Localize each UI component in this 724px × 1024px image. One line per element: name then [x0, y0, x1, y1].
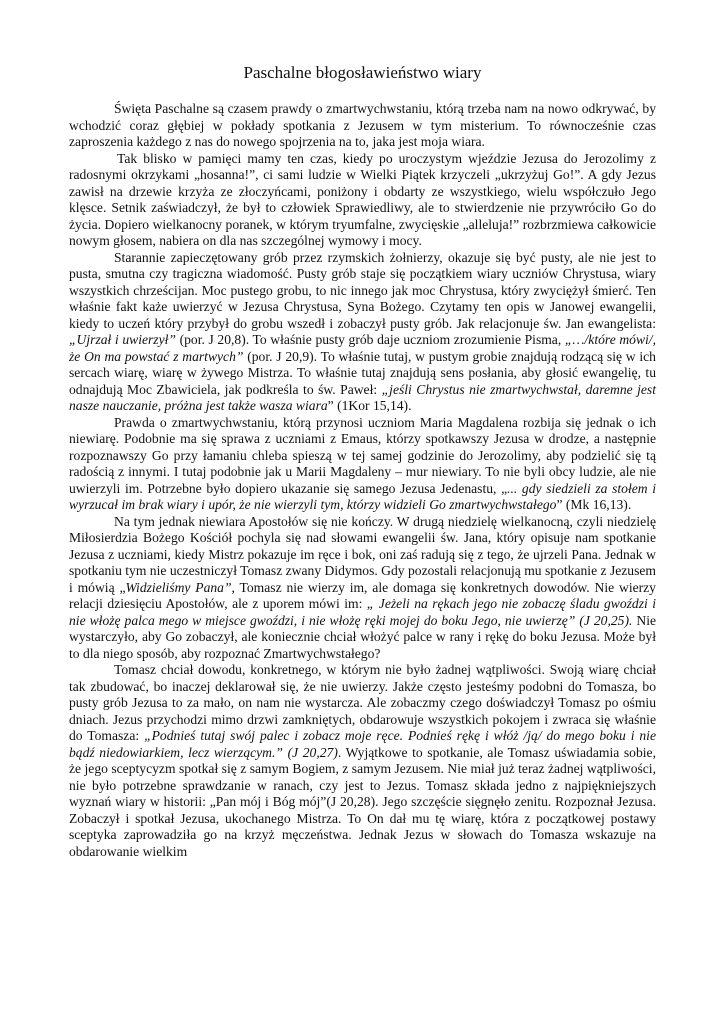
italic-quote: „Ujrzał i uwierzył” [69, 332, 176, 347]
text-run: Na tym jednak niewiara Apostołów się nie kończy. W drugą niedzielę wielkanocną, czyli niedzielę Miłosierdzia Bożego Kościół pochyla się nad słowami ewangelii św. Jana, który opisuje nam spotkanie Jezusa z uczniami, kiedy Mistrz pokazuje im ręce i bok, oni zaś radują się z tego, że ujrzeli Pana. Jednak w spotkaniu tym nie uczestniczył Tomasz zwany Didymos. Gdy pozostali relacjonują mu spotkanie z Jezusem i mówią „ [69, 513, 656, 595]
italic-quote: „…/które mówi/, że On ma powstać z martwych” [69, 332, 656, 364]
text-run: ” (1Kor 15,14). [327, 398, 412, 413]
text-run: Święta Paschalne są czasem prawdy o zmartwychwstaniu, którą trzeba nam na nowo odkrywać, by wchodzić coraz głębiej w pokłady spotkania z Jezusem w tym misterium. To równocześnie czas zaproszenia każdego z nas do nowego spojrzenia na to, jaka jest moja wiara. [69, 101, 656, 149]
italic-quote: „ Jeżeli na rękach jego nie zobaczę śladu gwoździ i nie włożę palca mego w miejsce gwoździ, i nie włożę ręki mojej do boku Jego, nie uwierzę” (J 20,25). [69, 596, 656, 628]
text-run: Tak blisko w pamięci mamy ten czas, kiedy po uroczystym wjeździe Jezusa do Jerozolimy z radosnymi okrzykami „hosanna!”, ci sami ludzie w Wielki Piątek krzyczeli „ukrzyżuj Go!”. A gdy Jezus zawisł na drzewie krzyża ze złoczyńcami, poniżony i obdarty ze wszystkiego, wielu współczuło Jego klęsce. Setnik zaświadczył, że był to człowiek Sprawiedliwy, ale to stwierdzenie nie przywróciło Go do życia. Dopiero wielkanocny poranek, w którym tryumfalne, zwycięskie „alleluja!” rozbrzmiewa całkowicie nowym głosem, nabiera on dla nas szczególnej wymowy i mocy. [69, 150, 656, 248]
text-run: , Tomasz nie wierzy im, ale domaga się konkretnych dowodów. Nie wierzy relacji dziesięciu Apostołów, ale z uporem mówi im: [69, 579, 656, 611]
italic-quote: Widzieliśmy Pana” [125, 579, 232, 595]
paragraph-6 [69, 662, 656, 860]
text-run: ” (Mk 16,13). [556, 497, 632, 512]
document-title: Paschalne błogosławieństwo wiary [243, 63, 482, 82]
text-run: (por. J 20,9). To właśnie tutaj, w pustym grobie znajdują rodzącą się w ich sercach wiarę, wiarę w żywego Mistrza. To właśnie tutaj znajdują sens posłania, aby głosić ewangelię, tu odnajdują Moc Zbawiciela, jak podkreśla to św. Paweł: [69, 348, 656, 397]
text-run: Nie wystarczyło, aby Go zobaczył, ale koniecznie chciał włożyć palce w rany i rękę do boku Jezusa. Może był to dla niego sposób, aby rozpoznać Zmartwychwstałego? [69, 612, 657, 661]
paragraph-1 [69, 101, 656, 151]
text-run: Starannie zapieczętowany grób przez rzymskich żołnierzy, okazuje się być pusty, ale nie jest to pusta, smutna czy tragiczna wiadomość. Pusty grób staje się początkiem wiary uczniów Chrystusa, wiary wszystkich chrześcijan. Moc pustego grobu, to nic innego jak moc Chrystusa, który zwyciężył śmierć. Ten właśnie fakt każe uwierzyć w Jezusa Chrystusa, Syna Bożego. Czytamy ten opis w Janowej ewangelii, kiedy to uczeń który przybył do grobu wszedł i zobaczył pusty grób. Jak relacjonuje św. Jan ewangelista: [69, 249, 656, 331]
text-run: Prawda o zmartwychwstaniu, którą przynosi uczniom Maria Magdalena rozbija się jednak o ich niewiarę. Podobnie ma się sprawa z uczniami z Emaus, którzy spotkawszy Jezusa w drodze, a następnie rozpoznawszy Go przy łamaniu chleba spieszą w tej samej godzinie do Jerozolimy, aby podzielić się tą radością z innymi. I tutaj podobnie jak u Marii Magdaleny – mur niewiary. To nie byli obcy ludzie, ale nie uwierzyli im. Potrzebne było dopiero ukazanie się samego Jezusa Jedenastu, „ [69, 414, 656, 496]
italic-quote: „jeśli Chrystus nie zmartwychwstał, daremne jest nasze nauczanie, próżna jest także wasza wiara [69, 381, 656, 413]
paragraph-3 [69, 250, 656, 415]
italic-quote: „Podnieś tutaj swój palec i zobacz moje ręce. Podnieś rękę i włóż /ją/ do mego boku i nie bądź niedowiarkiem, lecz wierzącym.” (J 20,27) [69, 728, 656, 760]
text-run: (por. J 20,8). To właśnie pusty grób daje uczniom zrozumienie Pisma, [175, 332, 565, 347]
paragraph-5 [69, 514, 656, 663]
document-page [69, 62, 656, 860]
paragraph-2 [69, 151, 656, 250]
italic-quote: ... gdy siedzieli za stołem i wyrzucał im brak wiary i upór, że nie wierzyli tym, którzy widzieli Go zmartwychwstałego [69, 480, 656, 512]
paragraph-4 [69, 415, 656, 514]
text-run: Tomasz chciał dowodu, konkretnego, w którym nie było żadnej wątpliwości. Swoją wiarę chciał tak zbudować, bo inaczej deklarował się, że nie uwierzy. Jakże często jesteśmy podobni do Tomasza, bo pusty grób Jezusa to za mało, on nam nie wystarcza. Ale zobaczmy czego doświadczył Tomasz po ośmiu dniach. Jezus przychodzi mimo drzwi zamkniętych, obdarowuje wszystkich pokojem i zwraca się właśnie do Tomasza: [69, 662, 656, 743]
text-run: . Wyjątkowe to spotkanie, ale Tomasz uświadamia sobie, że jego sceptycyzm spotkał się z samym Bogiem, z samym Jezusem. Nie miał już teraz żadnej wątpliwości, nie było potrzebne sprawdzanie w ranach, czy jest to Jezus. Tomasz składa jedno z najpiękniejszych wyznań wiary w historii: „Pan mój i Bóg mój”(J 20,28). Jego szczęście sięgnęło zenitu. Rozpoznał Jezusa. Zobaczył i spotkał Jezusa, ukochanego Mistrza. To On dał mu tę wiarę, która z początkowej postawy sceptyka zaprowadziła go na krzyż męczeństwa. Jednak Jezus w słowach do Tomasza wskazuje na obdarowanie wielkim [69, 744, 656, 859]
